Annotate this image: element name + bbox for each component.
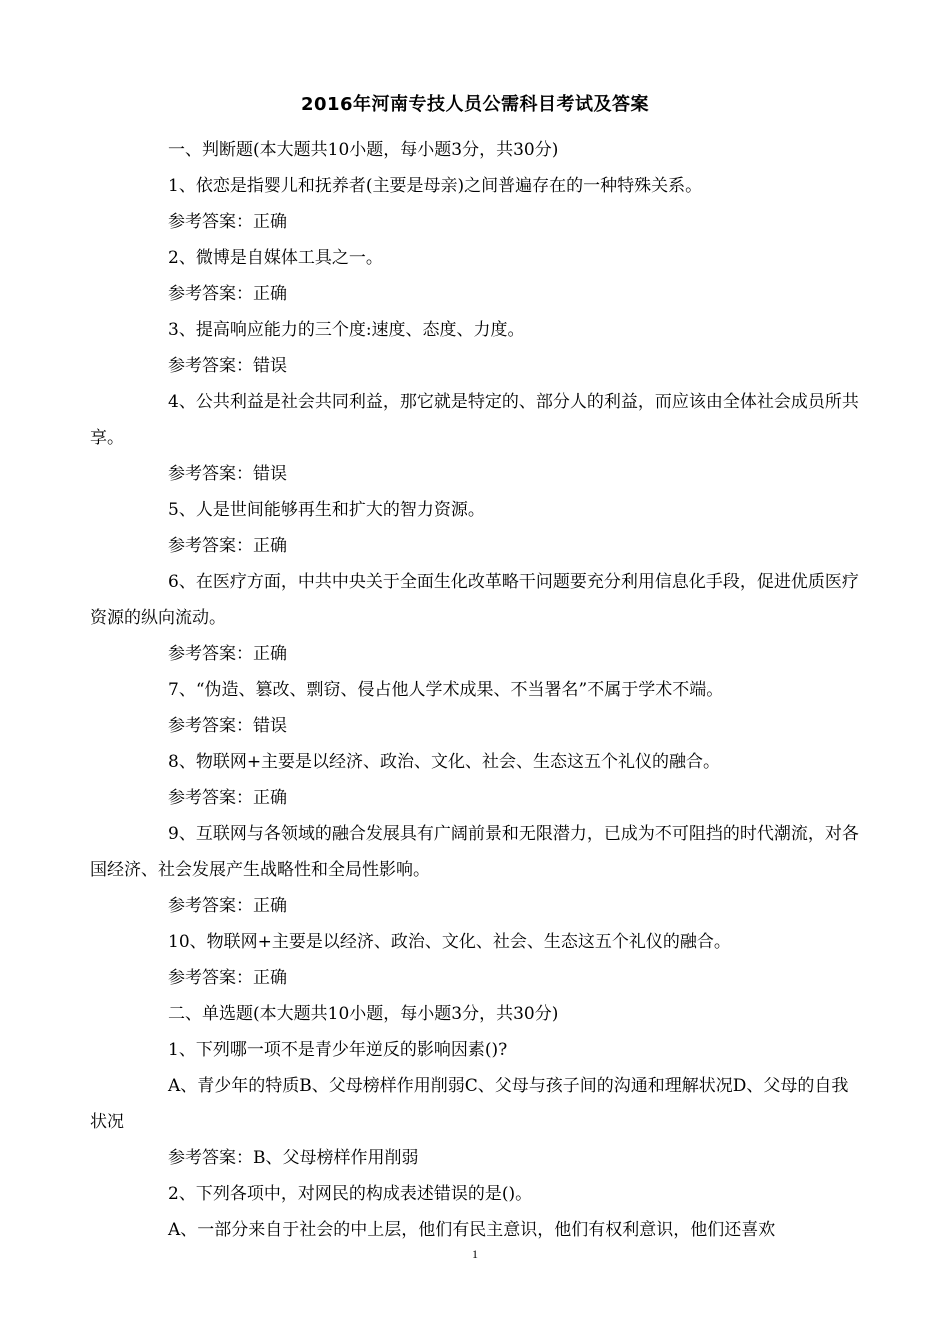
answer-4: 参考答案：错误	[168, 464, 287, 484]
question-9: 9、互联网与各领域的融合发展具有广阔前景和无限潜力，已成为不可阻挡的时代潮流，对各国经济、社会发展产生战略性和全局性影响。	[90, 824, 859, 880]
answer-5: 参考答案：正确	[168, 536, 287, 556]
answer-9: 参考答案：正确	[168, 896, 287, 916]
question-7: 7、“伪造、篡改、剽窃、侵占他人学术成果、不当署名”不属于学术不端。	[168, 680, 724, 700]
question-4: 4、公共利益是社会共同利益，那它就是特定的、部分人的利益，而应该由全体社会成员所共享。	[90, 392, 859, 448]
page-number: 1	[472, 1247, 478, 1261]
answer-8: 参考答案：正确	[168, 788, 287, 808]
document-body	[90, 132, 862, 1248]
section-heading-single-choice: 二、单选题(本大题共10小题，每小题3分，共30分)	[168, 1004, 559, 1024]
answer-10: 参考答案：正确	[168, 968, 287, 988]
answer-2: 参考答案：正确	[168, 284, 287, 304]
answer-7: 参考答案：错误	[168, 716, 287, 736]
question-1: 1、依恋是指婴儿和抚养者(主要是母亲)之间普遍存在的一种特殊关系。	[168, 176, 703, 196]
answer-6: 参考答案：正确	[168, 644, 287, 664]
question-10: 10、物联网+主要是以经济、政治、文化、社会、生态这五个礼仪的融合。	[168, 932, 731, 952]
question-5: 5、人是世间能够再生和扩大的智力资源。	[168, 500, 485, 520]
question-6: 6、在医疗方面，中共中央关于全面生化改革略干问题要充分利用信息化手段，促进优质医疗资源的纵向流动。	[90, 572, 859, 628]
section-heading-judgment: 一、判断题(本大题共10小题，每小题3分，共30分)	[168, 140, 559, 160]
answer-3: 参考答案：错误	[168, 356, 287, 376]
question-8: 8、物联网+主要是以经济、政治、文化、社会、生态这五个礼仪的融合。	[168, 752, 721, 772]
question-3: 3、提高响应能力的三个度:速度、态度、力度。	[168, 320, 525, 340]
mc-options-2: A、一部分来自于社会的中上层，他们有民主意识，他们有权利意识，他们还喜欢	[168, 1220, 776, 1240]
question-2: 2、微博是自媒体工具之一。	[168, 248, 383, 268]
mc-question-1: 1、下列哪一项不是青少年逆反的影响因素()?	[168, 1040, 508, 1060]
mc-answer-1: 参考答案：B、父母榜样作用削弱	[168, 1148, 419, 1168]
mc-options-1: A、青少年的特质B、父母榜样作用削弱C、父母与孩子间的沟通和理解状况D、父母的自我状况	[90, 1076, 849, 1132]
document-title: 2016年河南专技人员公需科目考试及答案	[300, 94, 650, 115]
answer-1: 参考答案：正确	[168, 212, 287, 232]
mc-question-2: 2、下列各项中，对网民的构成表述错误的是()。	[168, 1184, 533, 1204]
